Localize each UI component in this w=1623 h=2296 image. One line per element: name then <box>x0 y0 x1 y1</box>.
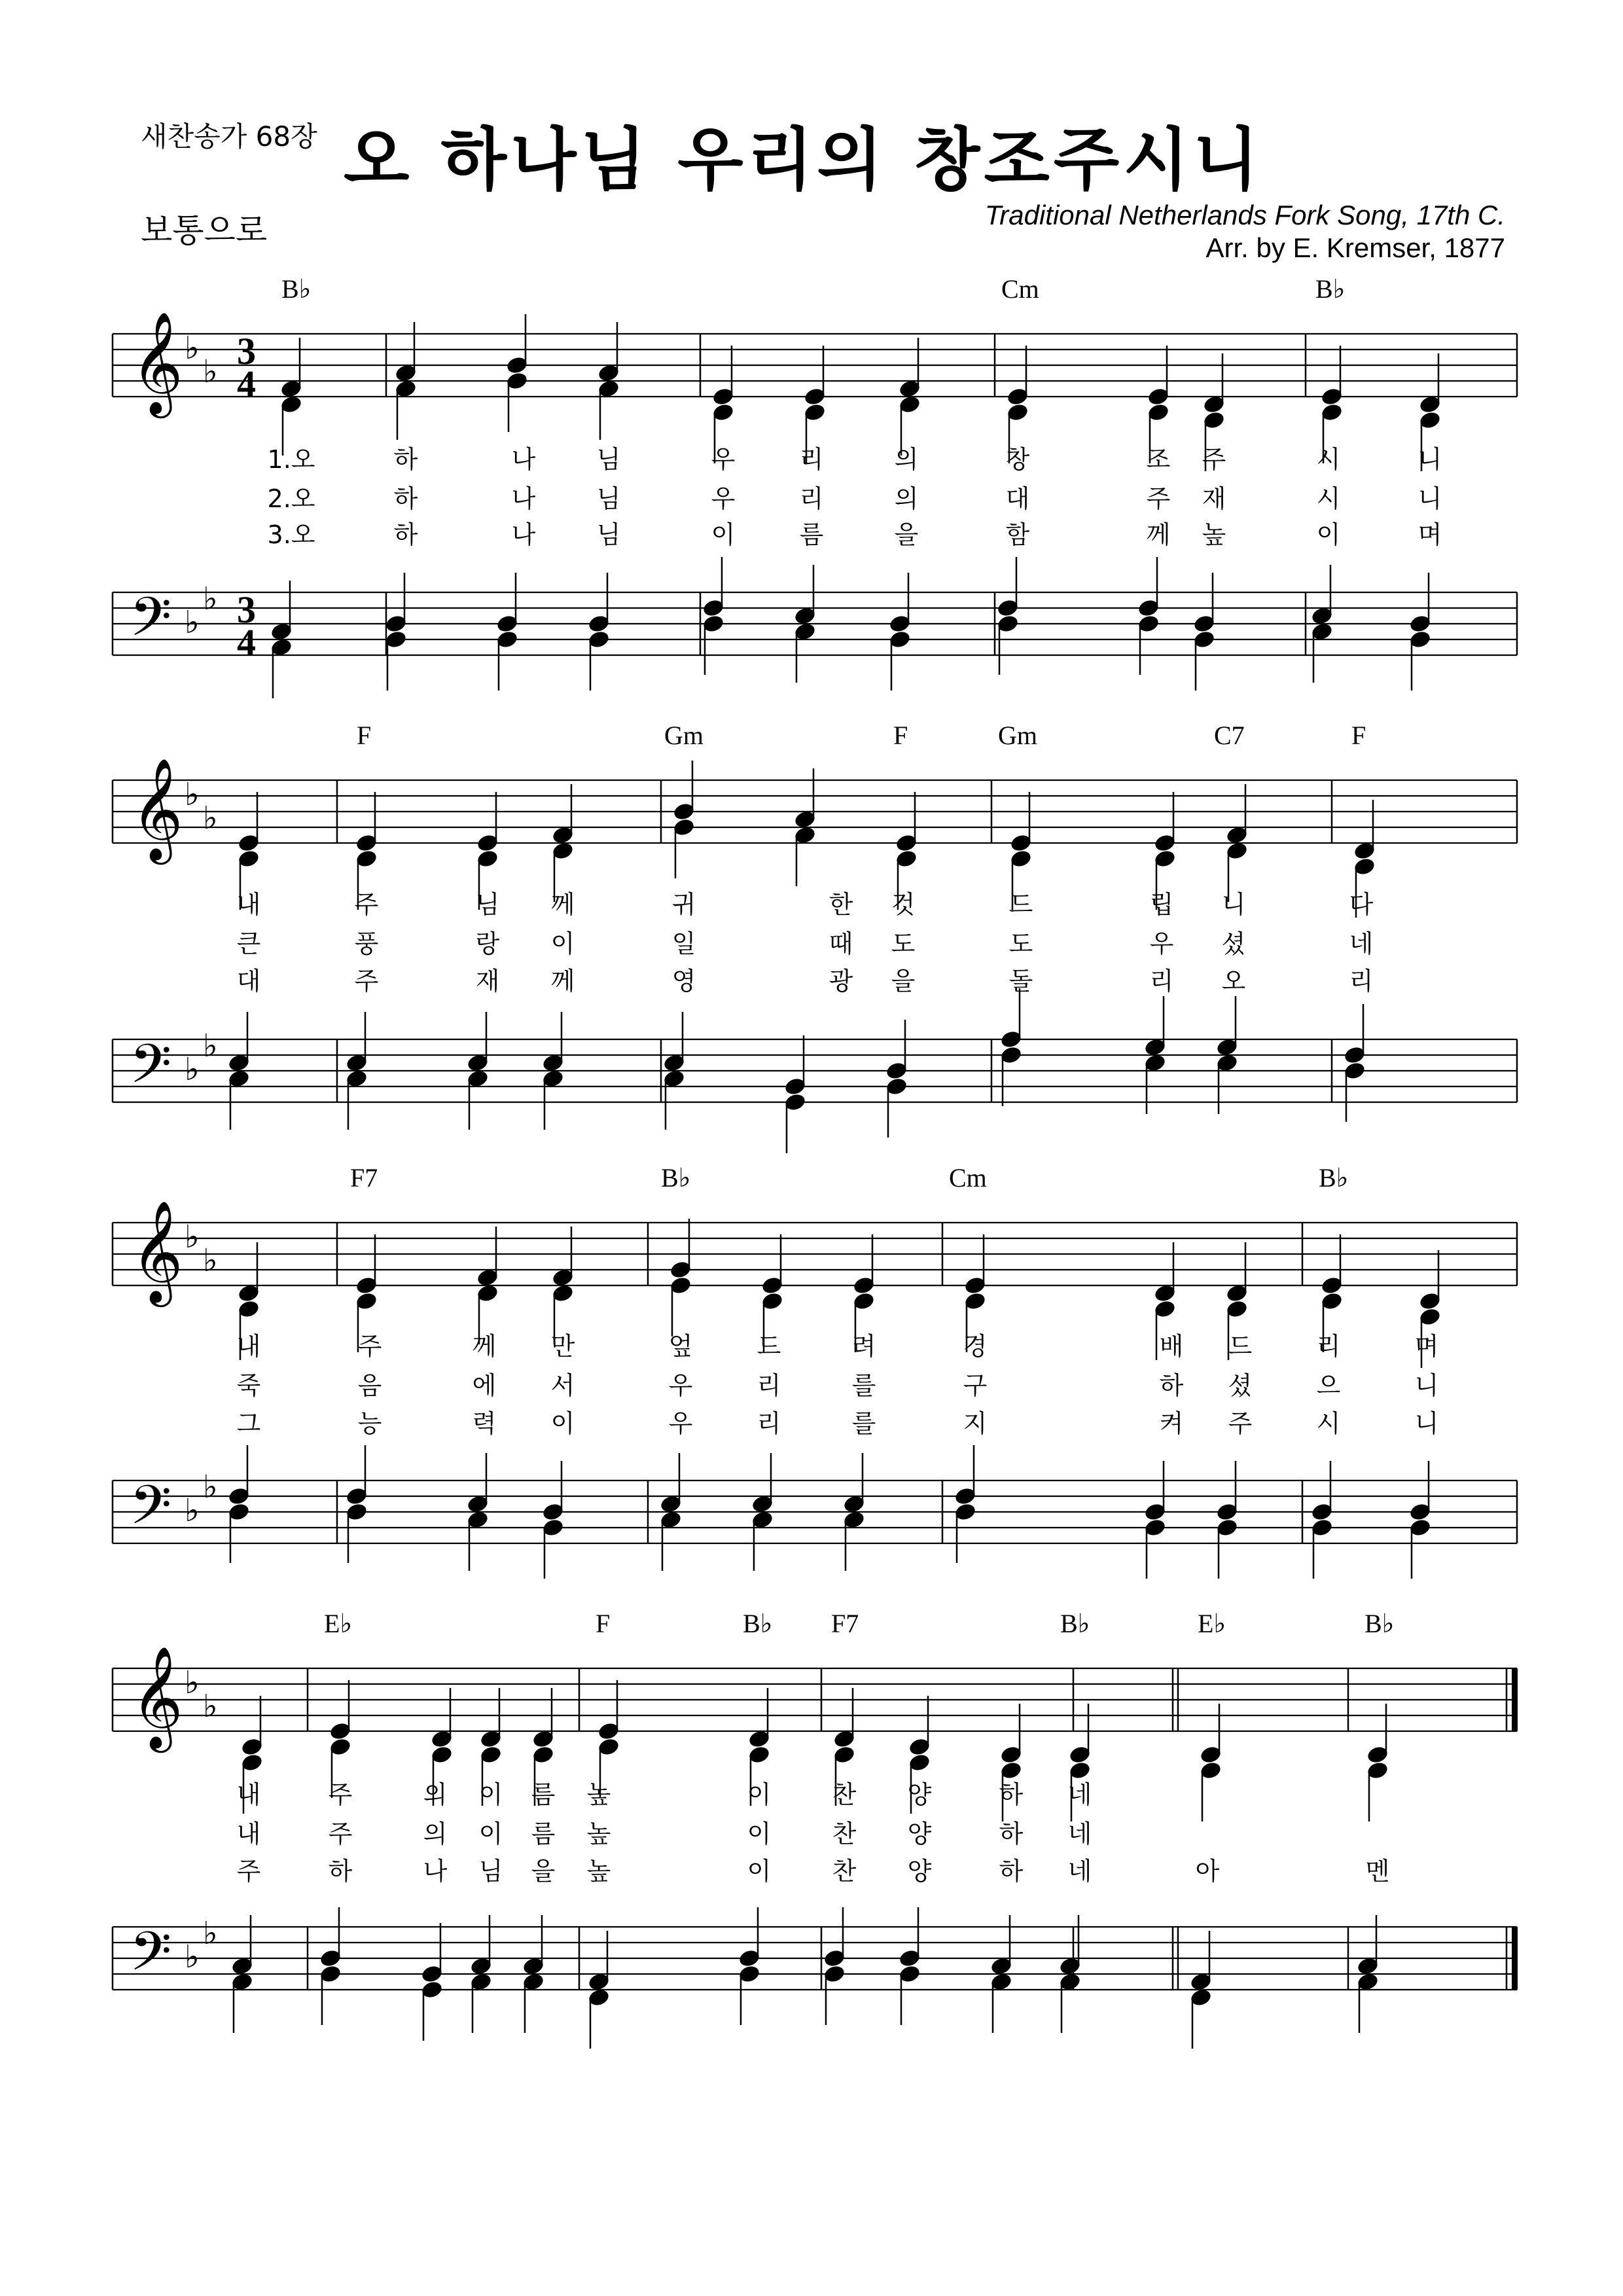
final-barline <box>1512 1668 1518 1731</box>
lyric-verse-3: 함 <box>1005 520 1030 549</box>
lyric-verse-1: 우 <box>711 445 736 474</box>
lyric-verse-2: 일 <box>671 929 696 958</box>
lyric-verse-2: 큰 <box>236 929 261 958</box>
lyric-verse-3: 을 <box>894 520 919 549</box>
lyric-verse-2: 리 <box>757 1371 781 1400</box>
chord-symbol: F7 <box>831 1609 859 1638</box>
bass-clef-icon: 𝄢 <box>130 1032 172 1109</box>
chord-symbol: F <box>357 721 372 750</box>
lyric-verse-3: 광 <box>829 967 853 996</box>
lyric-verse-2: 서 <box>550 1371 575 1400</box>
flat-icon: ♭ <box>203 1028 218 1064</box>
lyric-verse-2: 시 <box>1316 484 1341 513</box>
lyric-verse-3: 주 <box>236 1857 261 1886</box>
lyric-verse-1: 이 <box>747 1780 772 1809</box>
lyric-verse-2: 이 <box>747 1820 772 1848</box>
lyric-verse-2: 의 <box>894 484 919 513</box>
lyric-verse-1: 님 <box>596 445 621 474</box>
lyric-verse-1: 며 <box>1414 1332 1439 1361</box>
flat-icon: ♭ <box>185 1664 200 1701</box>
lyric-verse-2: 대 <box>1005 484 1030 513</box>
lyric-verse-2: 주 <box>328 1820 353 1848</box>
arranger-credit: Arr. by E. Kremser, 1877 <box>1205 232 1505 263</box>
lyric-verse-3: 3.오 <box>267 520 315 549</box>
lyric-verse-3: 우 <box>668 1409 693 1438</box>
flat-icon: ♭ <box>185 1492 200 1529</box>
lyric-verse-3: 높 <box>1202 520 1226 549</box>
lyric-verse-2: 우 <box>668 1371 693 1400</box>
lyric-verse-2: 랑 <box>475 929 500 958</box>
lyric-verse-3: 주 <box>354 967 379 996</box>
lyric-verse-3: 켜 <box>1159 1409 1184 1438</box>
chord-symbol: F <box>1351 721 1366 750</box>
lyric-verse-1: 드 <box>757 1332 781 1361</box>
lyric-verse-2: 하 <box>393 484 418 513</box>
flat-icon: ♭ <box>185 1219 200 1255</box>
lyric-verse-2: 름 <box>531 1820 556 1848</box>
lyric-verse-1: 양 <box>907 1780 932 1809</box>
lyric-verse-1: 주 <box>328 1780 353 1809</box>
chord-symbol: C7 <box>1214 721 1245 750</box>
lyric-verse-1: 드 <box>1228 1332 1253 1361</box>
lyric-verse-2: 양 <box>907 1820 932 1848</box>
lyric-verse-3: 리 <box>1149 967 1174 996</box>
final-barline <box>1512 1927 1518 1990</box>
lyric-verse-3: 이 <box>550 1409 575 1438</box>
lyric-verse-1: 께 <box>472 1332 497 1361</box>
lyric-verse-2: 으 <box>1316 1371 1341 1400</box>
lyric-verse-2: 셨 <box>1228 1371 1253 1400</box>
lyric-verse-3: 높 <box>586 1857 611 1886</box>
lyric-verse-1: 니 <box>1418 445 1442 474</box>
lyric-verse-1: 내 <box>236 890 261 919</box>
lyric-verse-2: 이 <box>550 929 575 958</box>
chord-symbol: B♭ <box>743 1609 773 1638</box>
lyric-verse-2: 하 <box>1159 1371 1184 1400</box>
lyric-verse-2: 셨 <box>1221 929 1246 958</box>
lyric-verse-1: 한 <box>829 890 853 919</box>
chord-symbol: Gm <box>664 721 704 750</box>
flat-icon: ♭ <box>185 604 200 641</box>
bass-staff-3 <box>113 1445 1517 1579</box>
chord-symbol: E♭ <box>1198 1609 1226 1638</box>
lyric-verse-2: 에 <box>472 1371 497 1400</box>
lyric-verse-2: 재 <box>1202 484 1226 513</box>
lyric-verse-3: 을 <box>891 967 916 996</box>
lyric-verse-1: 엎 <box>668 1332 693 1361</box>
lyric-verse-1: 내 <box>236 1780 261 1809</box>
page-title: 오 하나님 우리의 창조주시니 <box>344 120 1263 200</box>
lyric-verse-2: 하 <box>999 1820 1024 1848</box>
lyric-verse-2: 리 <box>799 484 824 513</box>
lyric-verse-1: 나 <box>511 445 536 474</box>
lyric-verse-3: 멘 <box>1365 1857 1390 1886</box>
lyric-verse-3: 님 <box>478 1857 503 1886</box>
lyric-verse-3: 돌 <box>1008 967 1033 996</box>
treble-staff-3 <box>113 1200 1517 1368</box>
lyric-verse-3: 그 <box>236 1409 261 1438</box>
chord-symbol: F <box>596 1609 611 1638</box>
lyric-verse-3: 를 <box>851 1409 876 1438</box>
chord-symbol: B♭ <box>1319 1163 1349 1193</box>
lyric-verse-1: 배 <box>1159 1332 1184 1361</box>
flat-icon: ♭ <box>203 353 218 390</box>
lyric-verse-2: 도 <box>891 929 916 958</box>
lyric-verse-3: 재 <box>475 967 500 996</box>
lyric-verse-1: 높 <box>586 1780 611 1809</box>
lyric-verse-1: 주 <box>357 1332 382 1361</box>
lyric-verse-3: 을 <box>531 1857 556 1886</box>
flat-icon: ♭ <box>185 1051 200 1088</box>
chord-symbol: E♭ <box>324 1609 353 1638</box>
lyric-verse-1: 네 <box>1067 1780 1092 1809</box>
lyric-verse-3: 하 <box>328 1857 353 1886</box>
chord-symbol: F <box>893 721 908 750</box>
bass-staff-4 <box>113 1907 1518 2049</box>
lyric-verse-3: 님 <box>596 520 621 549</box>
treble-clef-icon: 𝄞 <box>131 311 183 414</box>
flat-icon: ♭ <box>203 1469 218 1505</box>
chord-symbol: Cm <box>949 1163 987 1193</box>
flat-icon: ♭ <box>185 1939 200 1975</box>
flat-icon: ♭ <box>185 330 200 367</box>
flat-icon: ♭ <box>203 1242 218 1279</box>
time-signature-top: 3 <box>237 330 256 372</box>
treble-staff-2 <box>113 757 1517 918</box>
lyric-verse-1: 귀 <box>671 890 696 919</box>
lyric-verse-3: 시 <box>1316 1409 1341 1438</box>
flat-icon: ♭ <box>203 1915 218 1952</box>
lyric-verse-2: 2.오 <box>267 484 315 513</box>
lyric-verse-3: 이 <box>747 1857 772 1886</box>
lyric-verse-1: 하 <box>999 1780 1024 1809</box>
lyric-verse-3: 네 <box>1067 1857 1092 1886</box>
lyric-verse-1: 찬 <box>832 1780 857 1809</box>
time-signature-bottom: 4 <box>237 363 256 405</box>
lyric-verse-1: 창 <box>1005 445 1030 474</box>
time-signature-bottom: 4 <box>237 621 256 664</box>
lyric-verse-3: 하 <box>393 520 418 549</box>
lyric-verse-1: 름 <box>531 1780 556 1809</box>
lyric-verse-3: 하 <box>999 1857 1024 1886</box>
chord-symbol: B♭ <box>1060 1609 1090 1638</box>
bass-clef-icon: 𝄢 <box>130 585 172 662</box>
lyric-verse-2: 니 <box>1414 1371 1439 1400</box>
chord-symbol: Gm <box>998 721 1037 750</box>
lyric-verse-3: 리 <box>757 1409 781 1438</box>
lyric-verse-3: 이 <box>711 520 736 549</box>
lyric-verse-2: 우 <box>1149 929 1174 958</box>
treble-clef-icon: 𝄞 <box>131 757 183 860</box>
lyric-verse-1: 주 <box>1202 445 1226 474</box>
lyric-verse-1: 1.오 <box>267 445 315 474</box>
chord-symbol: B♭ <box>1364 1609 1395 1638</box>
time-signature-top: 3 <box>237 588 256 631</box>
lyric-verse-1: 드 <box>1008 890 1033 919</box>
lyric-verse-2: 구 <box>963 1371 988 1400</box>
lyric-verse-2: 찬 <box>832 1820 857 1848</box>
lyric-verse-1: 내 <box>236 1332 261 1361</box>
lyric-verse-3: 오 <box>1221 967 1246 996</box>
lyric-verse-1: 이 <box>478 1780 503 1809</box>
lyric-verse-3: 름 <box>799 520 824 549</box>
lyric-verse-1: 하 <box>393 445 418 474</box>
lyric-verse-2: 우 <box>711 484 736 513</box>
lyric-verse-3: 영 <box>671 967 696 996</box>
lyric-verse-3: 니 <box>1414 1409 1439 1438</box>
lyric-verse-1: 립 <box>1149 890 1174 919</box>
flat-icon: ♭ <box>203 1688 218 1725</box>
tempo-marking: 보통으로 <box>141 211 268 249</box>
lyric-verse-1: 니 <box>1221 890 1246 919</box>
lyric-verse-3: 께 <box>1146 520 1171 549</box>
lyric-verse-1: 리 <box>799 445 824 474</box>
lyric-verse-3: 나 <box>423 1857 448 1886</box>
bass-staff-2 <box>113 988 1517 1153</box>
lyric-verse-3: 께 <box>550 967 575 996</box>
lyric-verse-1: 의 <box>423 1780 448 1809</box>
lyric-verse-3: 나 <box>511 520 536 549</box>
lyric-verse-1: 님 <box>475 890 500 919</box>
lyric-verse-3: 력 <box>472 1409 497 1438</box>
lyric-verse-3: 찬 <box>832 1857 857 1886</box>
lyric-verse-2: 주 <box>1146 484 1171 513</box>
treble-clef-icon: 𝄞 <box>131 1200 183 1302</box>
lyric-verse-3: 능 <box>357 1409 382 1438</box>
chord-symbol: Cm <box>1001 274 1039 304</box>
lyric-verse-1: 경 <box>963 1332 988 1361</box>
lyric-verse-1: 리 <box>1316 1332 1341 1361</box>
lyric-verse-3: 대 <box>236 967 261 996</box>
lyric-verse-3: 아 <box>1195 1857 1220 1886</box>
lyric-verse-3: 리 <box>1349 967 1374 996</box>
lyric-verse-2: 네 <box>1067 1820 1092 1848</box>
bass-staff-1 <box>113 557 1517 698</box>
lyric-verse-2: 죽 <box>236 1371 261 1400</box>
lyric-verse-2: 의 <box>423 1820 448 1848</box>
chord-symbol: B♭ <box>661 1163 691 1193</box>
composer-source: Traditional Netherlands Fork Song, 17th C. <box>984 200 1505 230</box>
lyric-verse-2: 높 <box>586 1820 611 1848</box>
lyric-verse-1: 주 <box>354 890 379 919</box>
lyric-verse-1: 시 <box>1316 445 1341 474</box>
lyric-verse-2: 나 <box>511 484 536 513</box>
lyric-verse-2: 네 <box>1349 929 1374 958</box>
lyric-verse-2: 님 <box>596 484 621 513</box>
lyric-verse-2: 때 <box>829 929 853 958</box>
lyric-verse-2: 음 <box>357 1371 382 1400</box>
chord-symbol: F7 <box>350 1163 378 1193</box>
lyric-verse-2: 이 <box>478 1820 503 1848</box>
lyric-verse-1: 만 <box>550 1332 575 1361</box>
treble-staff-4 <box>113 1645 1518 1821</box>
bass-clef-icon: 𝄢 <box>130 1473 172 1550</box>
lyric-verse-1: 의 <box>894 445 919 474</box>
lyric-verse-2: 풍 <box>354 929 379 958</box>
lyric-verse-3: 주 <box>1228 1409 1253 1438</box>
chord-symbol: B♭ <box>281 274 312 304</box>
flat-icon: ♭ <box>203 800 218 836</box>
lyric-verse-1: 것 <box>891 890 916 919</box>
lyric-verse-3: 이 <box>1316 520 1341 549</box>
lyric-verse-3: 며 <box>1418 520 1442 549</box>
lyric-verse-1: 조 <box>1146 445 1171 474</box>
lyric-verse-1: 려 <box>851 1332 876 1361</box>
lyric-verse-3: 양 <box>907 1857 932 1886</box>
lyric-verse-1: 다 <box>1349 890 1374 919</box>
lyric-verse-2: 니 <box>1418 484 1442 513</box>
lyric-verse-2: 도 <box>1008 929 1033 958</box>
bass-clef-icon: 𝄢 <box>130 1920 172 1996</box>
lyric-verse-1: 께 <box>550 890 575 919</box>
flat-icon: ♭ <box>203 581 218 617</box>
hymn-number: 새찬송가 68장 <box>141 120 317 152</box>
lyric-verse-2: 내 <box>236 1820 261 1848</box>
chord-symbol: B♭ <box>1315 274 1346 304</box>
lyric-verse-2: 를 <box>851 1371 876 1400</box>
lyric-verse-3: 지 <box>963 1409 988 1438</box>
flat-icon: ♭ <box>185 776 200 813</box>
treble-clef-icon: 𝄞 <box>131 1645 183 1748</box>
